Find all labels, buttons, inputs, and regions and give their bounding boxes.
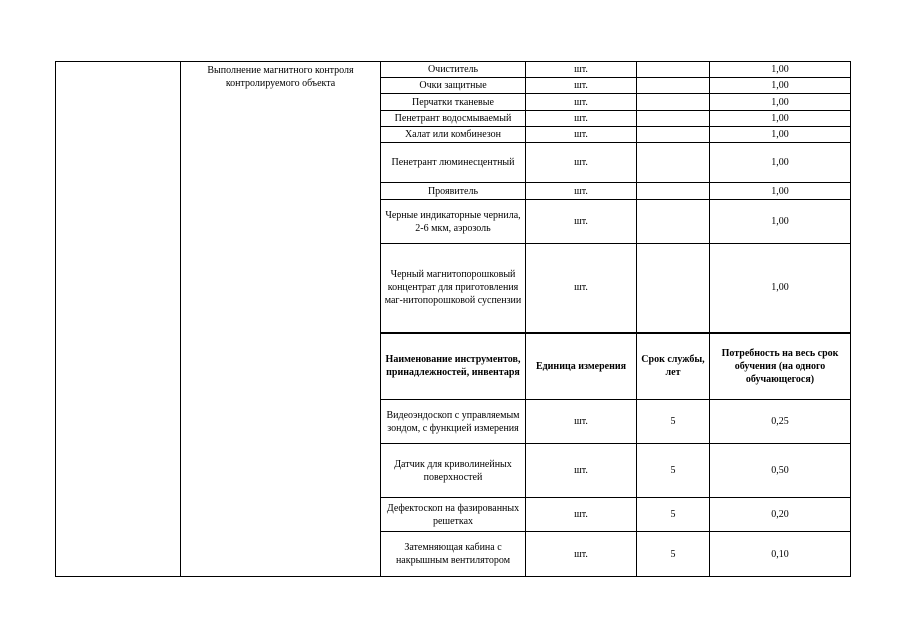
tool-name: Видеоэндоскоп с управляемым зондом, с функцией измерения <box>381 400 526 444</box>
material-unit: шт. <box>526 200 637 244</box>
material-life <box>637 127 710 143</box>
material-unit: шт. <box>526 244 637 333</box>
material-unit: шт. <box>526 183 637 200</box>
tool-need: 0,10 <box>710 532 851 577</box>
material-name: Пенетрант люминесцентный <box>381 143 526 183</box>
material-need: 1,00 <box>710 111 851 127</box>
empty-first-column <box>56 62 181 577</box>
tool-life: 5 <box>637 444 710 498</box>
tool-unit: шт. <box>526 400 637 444</box>
material-life <box>637 62 710 78</box>
material-life <box>637 94 710 111</box>
header-life: Срок службы, лет <box>637 333 710 400</box>
table-row <box>56 62 851 78</box>
material-need: 1,00 <box>710 244 851 333</box>
material-unit: шт. <box>526 127 637 143</box>
tool-name: Затемняющая кабина с накрышным вентилятором <box>381 532 526 577</box>
tool-name: Дефектоскоп на фазированных решетках <box>381 498 526 532</box>
tool-life: 5 <box>637 498 710 532</box>
material-unit: шт. <box>526 111 637 127</box>
material-life <box>637 183 710 200</box>
requirements-table <box>55 61 851 577</box>
tool-need: 0,25 <box>710 400 851 444</box>
material-life <box>637 200 710 244</box>
material-need: 1,00 <box>710 78 851 94</box>
labor-function-cell: Выполнение магнитного контроля контролируемого объекта <box>181 62 381 577</box>
material-life <box>637 78 710 94</box>
tool-unit: шт. <box>526 498 637 532</box>
tool-life: 5 <box>637 400 710 444</box>
header-need: Потребность на весь срок обучения (на одного обучающегося) <box>710 333 851 400</box>
material-life <box>637 111 710 127</box>
material-name: Халат или комбинезон <box>381 127 526 143</box>
material-life <box>637 143 710 183</box>
material-need: 1,00 <box>710 62 851 78</box>
material-name: Пенетрант водосмываемый <box>381 111 526 127</box>
material-life <box>637 244 710 333</box>
material-need: 1,00 <box>710 200 851 244</box>
material-unit: шт. <box>526 78 637 94</box>
material-need: 1,00 <box>710 127 851 143</box>
material-unit: шт. <box>526 143 637 183</box>
material-name: Черный магнитопорошковый концентрат для приготовления маг-нитопорошковой суспензии <box>381 244 526 333</box>
tool-unit: шт. <box>526 444 637 498</box>
material-name: Очиститель <box>381 62 526 78</box>
tool-name: Датчик для криволинейных поверхностей <box>381 444 526 498</box>
tool-life: 5 <box>637 532 710 577</box>
material-name: Очки защитные <box>381 78 526 94</box>
material-name: Проявитель <box>381 183 526 200</box>
tool-need: 0,50 <box>710 444 851 498</box>
material-name: Черные индикаторные чернила, 2-6 мкм, аэрозоль <box>381 200 526 244</box>
material-unit: шт. <box>526 62 637 78</box>
material-need: 1,00 <box>710 183 851 200</box>
material-need: 1,00 <box>710 143 851 183</box>
tool-need: 0,20 <box>710 498 851 532</box>
header-unit: Единица измерения <box>526 333 637 400</box>
tool-unit: шт. <box>526 532 637 577</box>
material-need: 1,00 <box>710 94 851 111</box>
material-unit: шт. <box>526 94 637 111</box>
header-name: Наименование инструментов, принадлежностей, инвентаря <box>381 333 526 400</box>
material-name: Перчатки тканевые <box>381 94 526 111</box>
